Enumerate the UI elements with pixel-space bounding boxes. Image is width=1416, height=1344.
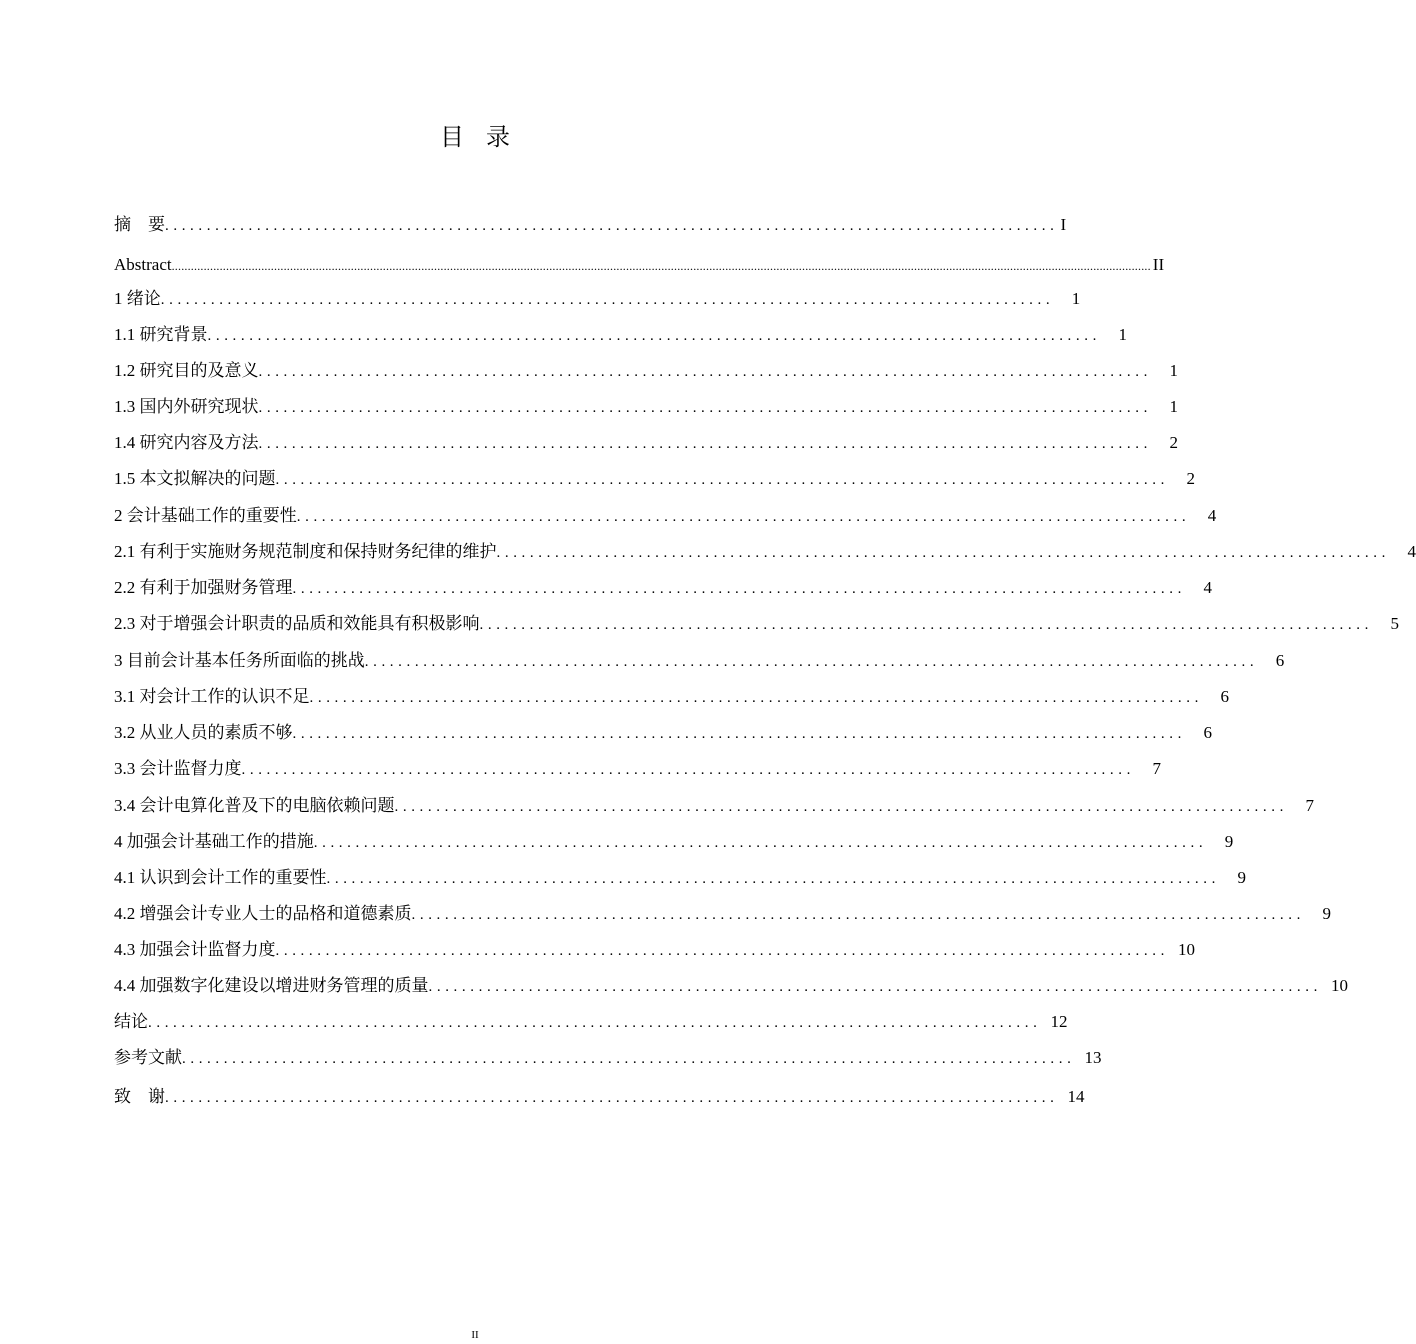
toc-entry-label: 4 加强会计基础工作的措施: [114, 832, 314, 851]
toc-entry-section-2-1[interactable]: [114, 539, 1416, 565]
toc-entry-section-3-1[interactable]: [114, 684, 1229, 710]
toc-entry-label: 1.4 研究内容及方法: [114, 433, 259, 452]
toc-entry-references[interactable]: [114, 1045, 1102, 1071]
toc-entry-page: 12: [1050, 1012, 1068, 1031]
toc-entry-chapter-1[interactable]: [114, 286, 1081, 312]
toc-entry-page: 13: [1084, 1048, 1102, 1067]
toc-entry-page: 5: [1390, 614, 1399, 633]
toc-entry-page: 6: [1203, 723, 1212, 742]
toc-entry-label: 4.3 加强会计监督力度: [114, 940, 276, 959]
toc-leader-dots: ...........................................................................................................: [313, 835, 1208, 851]
toc-leader-dots: ...........................................................................................................: [364, 654, 1259, 670]
toc-entry-page: 6: [1220, 687, 1229, 706]
toc-entry-label: 4.1 认识到会计工作的重要性: [114, 868, 327, 887]
toc-entry-page: 2: [1186, 469, 1195, 488]
toc-entry-label: 1.5 本文拟解决的问题: [114, 469, 276, 488]
toc-entry-page: 9: [1224, 832, 1234, 851]
toc-entry-label: 2.1 有利于实施财务规范制度和保持财务纪律的维护: [114, 542, 497, 561]
toc-entry-section-1-3[interactable]: [114, 394, 1178, 420]
toc-entry-chapter-2[interactable]: [114, 503, 1217, 529]
toc-entry-label: 致 谢: [114, 1087, 165, 1106]
toc-leader-dots: ...........................................................................................................: [258, 400, 1152, 416]
toc-entry-section-4-2[interactable]: [114, 901, 1331, 927]
toc-entry-section-3-3[interactable]: [114, 756, 1161, 782]
toc-entry-label: 4.2 增强会计专业人士的品格和道德素质: [114, 904, 412, 923]
toc-entry-page: II: [1152, 255, 1165, 274]
toc-entry-label: 1.1 研究背景: [114, 325, 208, 344]
toc-leader-dots: ...........................................................................................................: [165, 1090, 1059, 1106]
toc-entry-chapter-4[interactable]: [114, 829, 1234, 855]
toc-entry-page: 1: [1118, 325, 1127, 344]
toc-entry-label: 4.4 加强数字化建设以增进财务管理的质量: [114, 976, 429, 995]
toc-entry-label: 1.3 国内外研究现状: [114, 397, 259, 416]
toc-entry-page: 9: [1322, 904, 1331, 923]
toc-entry-label: 摘 要: [114, 215, 165, 234]
toc-entry-section-4-3[interactable]: [114, 937, 1195, 963]
toc-entry-abstract-en[interactable]: [114, 252, 1165, 278]
toc-leader-dots: ...........................................................................................................: [394, 799, 1288, 815]
toc-leader-dots: ...........................................................................................................: [241, 762, 1135, 778]
toc-leader-dots: ...........................................................................................................: [275, 472, 1169, 488]
toc-entry-label: 结论: [114, 1012, 148, 1031]
toc-leader-dots: ...........................................................................................................: [258, 436, 1152, 452]
toc-leader-dots: ...........................................................................................................: [428, 979, 1322, 995]
toc-entry-label: 3 目前会计基本任务所面临的挑战: [114, 651, 365, 670]
toc-leader-dots: ...........................................................................................................: [165, 218, 1059, 234]
toc-entry-section-4-4[interactable]: [114, 973, 1348, 999]
toc-entry-label: 2.2 有利于加强财务管理: [114, 578, 293, 597]
toc-leader-dots: ...........................................................................................................: [207, 328, 1101, 344]
toc-entry-section-3-4[interactable]: [114, 793, 1314, 819]
toc-entry-page: 7: [1305, 796, 1314, 815]
toc-entry-acknowledgements[interactable]: [114, 1084, 1085, 1110]
toc-entry-label: Abstract: [114, 255, 172, 274]
toc-entry-label: 1.2 研究目的及意义: [114, 361, 259, 380]
toc-leader-dots: ...........................................................................................................: [326, 871, 1220, 887]
toc-entry-page: 1: [1071, 289, 1081, 308]
toc-entry-page: 14: [1067, 1087, 1085, 1106]
toc-entry-label: 3.3 会计监督力度: [114, 759, 242, 778]
toc-leader-dots: ...........................................................................................................: [275, 943, 1169, 959]
toc-entry-label: 2 会计基础工作的重要性: [114, 506, 297, 525]
toc-entry-page: 2: [1169, 433, 1178, 452]
toc-leader-dots: ...........................................................................................................: [148, 1015, 1042, 1031]
toc-entry-page: 4: [1407, 542, 1416, 561]
toc-entry-section-4-1[interactable]: [114, 865, 1246, 891]
toc-entry-label: 参考文献: [114, 1048, 182, 1067]
toc-entry-section-3-2[interactable]: [114, 720, 1212, 746]
toc-leader-dots: ...........................................................................................................: [296, 509, 1191, 525]
toc-entry-label: 3.1 对会计工作的认识不足: [114, 687, 310, 706]
toc-leader-dots: ...........................................................................................................: [258, 364, 1152, 380]
toc-leader-dots: ...........................................................................................................: [496, 545, 1390, 561]
toc-entry-page: 7: [1152, 759, 1161, 778]
toc-title: 目录: [440, 125, 532, 151]
toc-entry-conclusion[interactable]: [114, 1009, 1068, 1035]
toc-entry-section-1-5[interactable]: [114, 466, 1195, 492]
toc-entry-page: 10: [1330, 976, 1348, 995]
toc-entry-section-2-2[interactable]: [114, 575, 1212, 601]
toc-entry-abstract-cn[interactable]: [114, 212, 1067, 238]
toc-entry-page: 1: [1169, 397, 1178, 416]
toc-entry-page: 9: [1237, 868, 1246, 887]
toc-entry-label: 3.2 从业人员的素质不够: [114, 723, 293, 742]
toc-entry-section-1-2[interactable]: [114, 358, 1178, 384]
toc-entry-label: 1 绪论: [114, 289, 161, 308]
toc-entry-section-1-4[interactable]: [114, 430, 1178, 456]
page-number-footer: II: [471, 1329, 479, 1341]
toc-leader-dots: ...........................................................................................................: [309, 690, 1203, 706]
toc-leader-dots: ...........................................................................................................: [292, 581, 1186, 597]
toc-entry-section-2-3[interactable]: [114, 611, 1399, 637]
toc-leader-dots: ...........................................................................................................: [182, 1051, 1076, 1067]
toc-entry-page: 4: [1203, 578, 1212, 597]
toc-entry-page: 6: [1275, 651, 1285, 670]
toc-entry-page: 10: [1177, 940, 1195, 959]
toc-entry-section-1-1[interactable]: [114, 322, 1127, 348]
toc-entry-page: I: [1060, 215, 1067, 234]
toc-entry-label: 2.3 对于增强会计职责的品质和效能具有积极影响: [114, 614, 480, 633]
toc-entry-chapter-3[interactable]: [114, 648, 1285, 674]
toc-leader-dots: ...........................................................................................................: [479, 617, 1373, 633]
toc-entry-page: 4: [1207, 506, 1217, 525]
toc-entry-page: 1: [1169, 361, 1178, 380]
toc-leader-dots: ...........................................................................................................: [292, 726, 1186, 742]
toc-leader-dots: ..................................................................................................................................................................................................................................................................................................................: [171, 259, 1151, 273]
toc-leader-dots: ...........................................................................................................: [411, 907, 1305, 923]
toc-leader-dots: ...........................................................................................................: [160, 292, 1055, 308]
toc-entry-label: 3.4 会计电算化普及下的电脑依赖问题: [114, 796, 395, 815]
